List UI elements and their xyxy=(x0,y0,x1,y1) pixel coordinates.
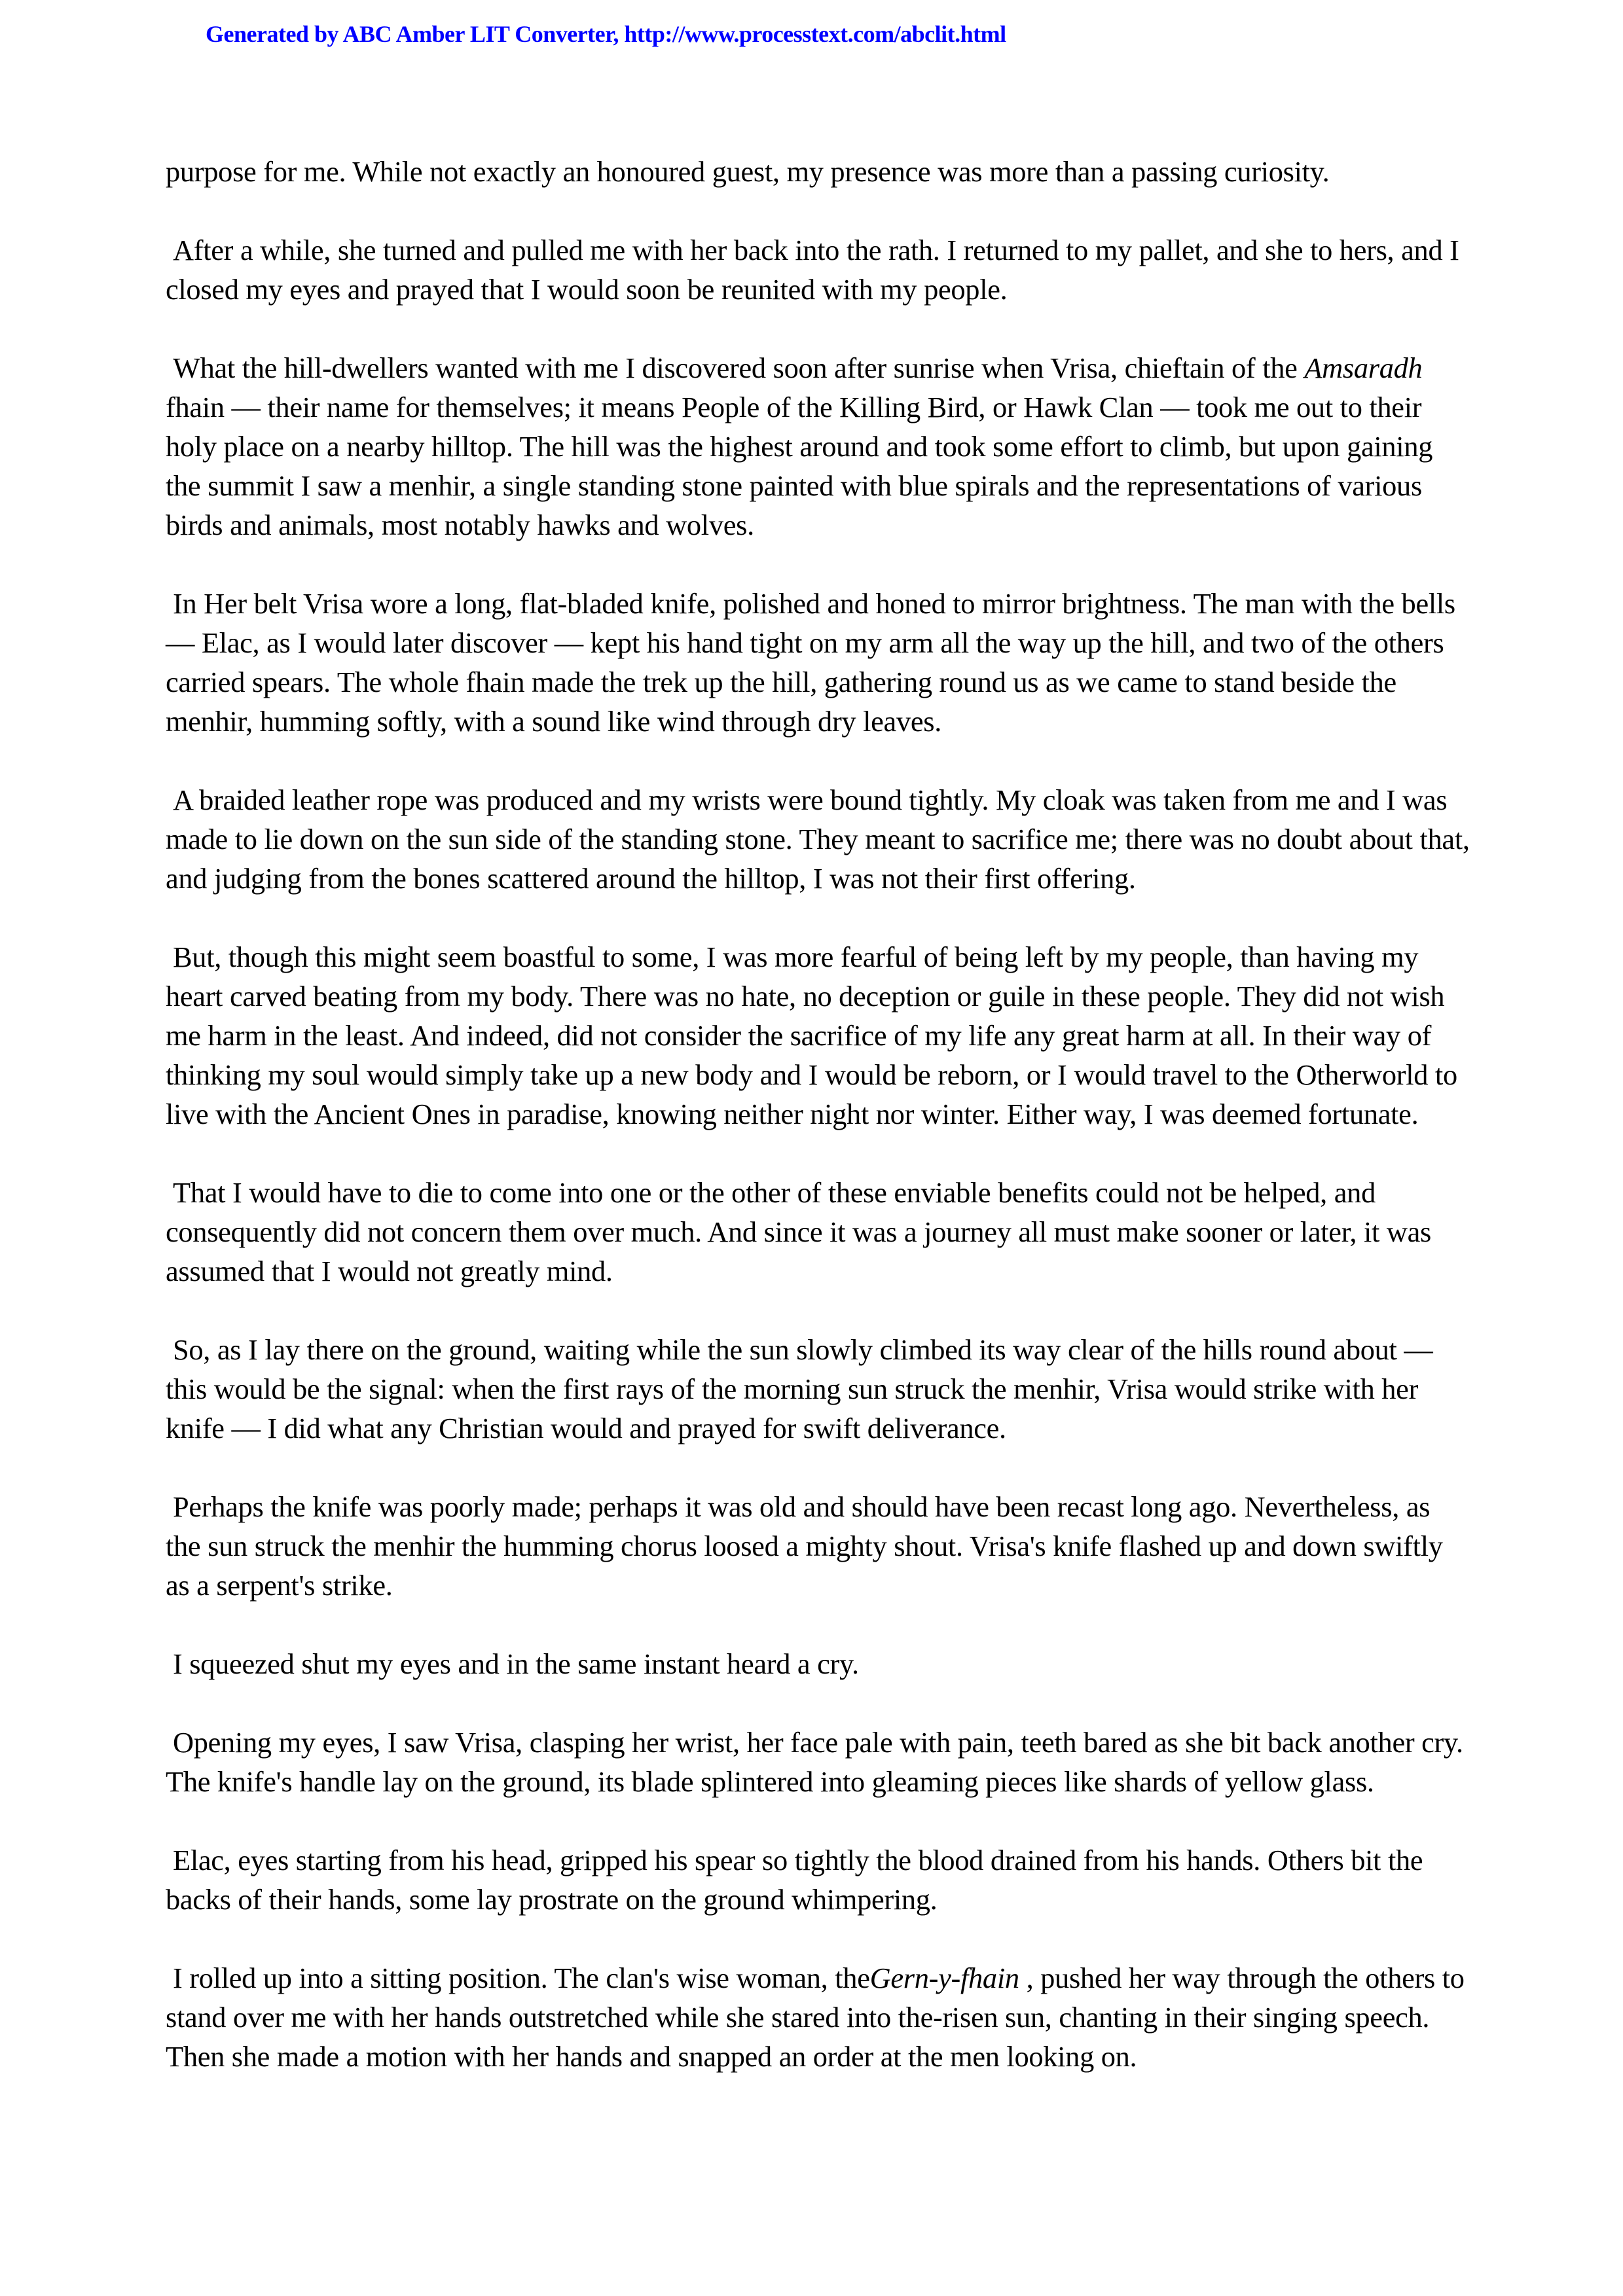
paragraph-text: purpose for me. While not exactly an honoured guest, my presence was more than a passing curiosity. xyxy=(166,155,1330,188)
paragraph xyxy=(166,1723,1472,1801)
paragraph-text: Elac, eyes starting from his head, gripped his spear so tightly the blood drained from his hands. Others bit the backs of their hands, some lay prostrate on the ground whimpering. xyxy=(166,1844,1423,1916)
paragraph-text: That I would have to die to come into one or the other of these enviable benefits could not be helped, and consequently did not concern them over much. And since it was a journey all must make sooner or later, it was assumed that I would not greatly mind. xyxy=(166,1176,1431,1287)
paragraph-text: What the hill-dwellers wanted with me I discovered soon after sunrise when Vrisa, chieftain of the xyxy=(173,351,1305,384)
paragraph-text: Opening my eyes, I saw Vrisa, clasping her wrist, her face pale with pain, teeth bared as she bit back another cry. The knife's handle lay on the ground, its blade splintered into gleaming pieces like shards of yellow glass. xyxy=(166,1726,1463,1798)
document-body xyxy=(166,152,1472,2076)
italic-term: Gern-y-fhain xyxy=(869,1962,1019,1994)
paragraph xyxy=(166,1958,1472,2076)
paragraph-text: But, though this might seem boastful to some, I was more fearful of being left by my people, than having my heart carved beating from my body. There was no hate, no deception or guile in these people. They did not wish me harm in the least. And indeed, did not consider the sacrifice of my life any great harm at all. In their way of thinking my soul would simply take up a new body and I would be reborn, or I would travel to the Otherworld to live with the Ancient Ones in paradise, knowing neither night nor winter. Either way, I was deemed fortunate. xyxy=(166,941,1457,1130)
paragraph xyxy=(166,584,1472,741)
paragraph xyxy=(166,1840,1472,1919)
paragraph-text: Perhaps the knife was poorly made; perhaps it was old and should have been recast long ago. Nevertheless, as the sun struck the menhir the humming chorus loosed a mighty shout. Vrisa's knife flashed up and down swiftly as a serpent's strike. xyxy=(166,1490,1443,1602)
paragraph-text: In Her belt Vrisa wore a long, flat-bladed knife, polished and honed to mirror brightness. The man with the bells — Elac, as I would later discover — kept his hand tight on my arm all the way up the hill, and two of the others carried spears. The whole fhain made the trek up the hill, gathering round us as we came to stand beside the menhir, humming softly, with a sound like wind through dry leaves. xyxy=(166,587,1455,738)
paragraph xyxy=(166,152,1472,191)
paragraph-text: I rolled up into a sitting position. The clan's wise woman, the xyxy=(173,1962,870,1994)
paragraph-text: , pushed her way through the others to stand over me with her hands outstretched while she stared into the-risen sun, chanting in their singing speech. Then she made a motion with her hands and snapped an order at the men looking on. xyxy=(166,1962,1465,2073)
paragraph-text: I squeezed shut my eyes and in the same instant heard a cry. xyxy=(173,1647,859,1680)
paragraph xyxy=(166,937,1472,1134)
paragraph-text: fhain — their name for themselves; it means People of the Killing Bird, or Hawk Clan — took me out to their holy place on a nearby hilltop. The hill was the highest around and took some effort to climb, but upon gaining the summit I saw a menhir, a single standing stone painted with blue spirals and the representations of various birds and animals, most notably hawks and wolves. xyxy=(166,391,1433,541)
paragraph-text: So, as I lay there on the ground, waiting while the sun slowly climbed its way clear of the hills round about — this would be the signal: when the first rays of the morning sun struck the menhir, Vrisa would strike with her knife — I did what any Christian would and prayed for swift deliverance. xyxy=(166,1333,1433,1444)
italic-term: Amsaradh xyxy=(1304,351,1423,384)
paragraph-text: After a while, she turned and pulled me with her back into the rath. I returned to my pallet, and she to hers, and I closed my eyes and prayed that I would soon be reunited with my people. xyxy=(166,234,1459,306)
paragraph xyxy=(166,348,1472,545)
paragraph-text: A braided leather rope was produced and my wrists were bound tightly. My cloak was taken from me and I was made to lie down on the sun side of the standing stone. They meant to sacrifice me; there was no doubt about that, and judging from the bones scattered around the hilltop, I was not their first offering. xyxy=(166,783,1470,895)
paragraph xyxy=(166,1330,1472,1448)
paragraph xyxy=(166,230,1472,309)
paragraph xyxy=(166,1487,1472,1605)
paragraph xyxy=(166,1173,1472,1291)
paragraph xyxy=(166,780,1472,898)
converter-header: Generated by ABC Amber LIT Converter, http://www.processtext.com/abclit.html xyxy=(206,21,1006,47)
paragraph xyxy=(166,1644,1472,1683)
